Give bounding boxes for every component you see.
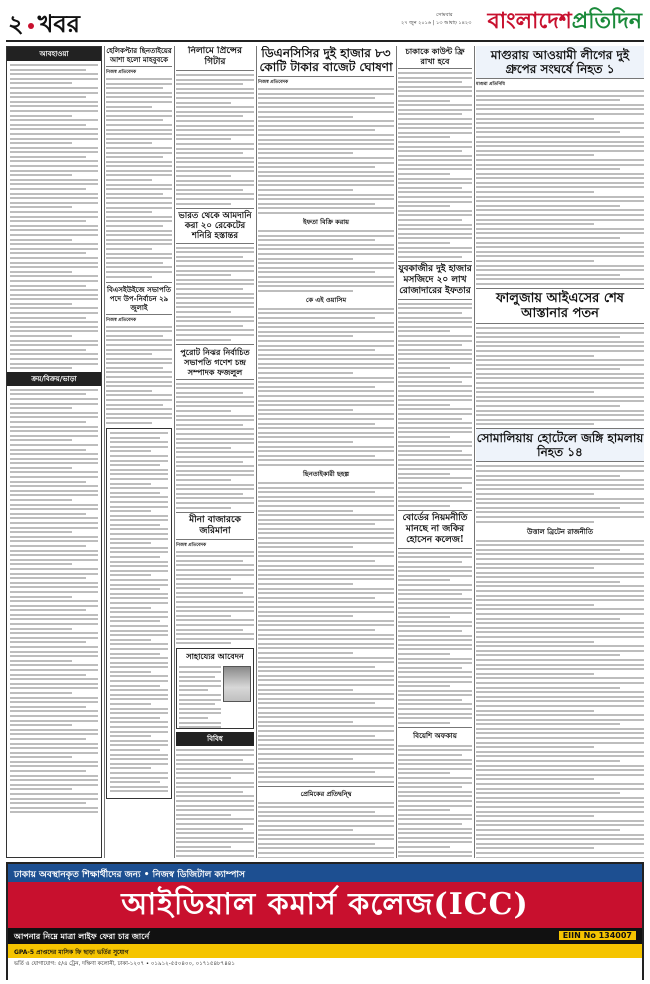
- column-divider: [396, 46, 397, 858]
- subsection-snatcher-body: [258, 482, 394, 783]
- article-meena-bazar-byline: নিজস্ব প্রতিবেদক: [176, 542, 207, 548]
- ad-tagline: ঢাকায় অবস্থানকৃত শিক্ষার্থীদের জন্য • নিজস্ব ডিজিটাল ক্যাম্পাস: [8, 864, 642, 882]
- article-mosque-title: যুবকাজীর দুই হাজার মসজিদে ২০ লাখ রোজাদারের ইফতার: [398, 261, 472, 300]
- article-election-body: [176, 383, 254, 509]
- classifieds-box-2: [106, 428, 172, 799]
- article-guitar-body: [176, 74, 254, 205]
- header-rule: [6, 40, 644, 42]
- classifieds-text: [7, 386, 101, 814]
- column-5: [398, 46, 472, 858]
- header-date: ২৭ জুন ২০১৬ | ১৩ আষাঢ় ১৪২৩: [401, 20, 472, 26]
- article-budget-title: ডিএনসিসির দুই হাজার ৮৩ কোটি টাকার বাজেট ঘোষণা: [258, 46, 394, 77]
- appeal-box: [176, 648, 254, 729]
- article-foreign-body: [398, 745, 472, 858]
- article-rocket-title: ভারত থেকে আমদানি করা ২০ রেকেটের শনিরি হস্তান্তর: [176, 208, 254, 244]
- bullet-icon: [28, 23, 34, 29]
- column-divider: [104, 46, 105, 858]
- subhead-wasim: কে এই ওয়াসিম: [305, 295, 347, 304]
- column-divider: [256, 46, 257, 858]
- column-3: [176, 46, 254, 858]
- article-magura-byline: মাগুরা প্রতিনিধি: [476, 82, 505, 87]
- ad-gpa-offer: GPA-5 প্রাপ্তদের মাসিক ফি ছাড়া ভর্তির সুযোগ: [8, 944, 642, 958]
- classifieds-column: [6, 46, 102, 858]
- article-meena-bazar-title: মীনা বাজারকে জরিমানা: [176, 512, 254, 540]
- article-britain-body: [476, 540, 644, 858]
- column-2: [106, 46, 172, 858]
- weather-heading: আবহাওয়া: [7, 47, 101, 61]
- article-dhaka-body: [398, 72, 472, 258]
- article-college-body: [398, 552, 472, 724]
- ad-phone-line: আপনার নিম্নে মাত্রা লাইফ ফেরা চার জার্নে EIIN No 134007: [8, 928, 642, 944]
- article-dhaka-title: চাকাকে কাউন্ট ফ্রি রাখা হবে: [398, 46, 472, 69]
- article-fallujah-title: ফালুজায় আইএসের শেষ আস্তানার পতন: [476, 288, 644, 324]
- column-center: [258, 46, 394, 858]
- newspaper-logo: বাংলাদেশপ্রতিদিন: [487, 8, 642, 34]
- page-header: [6, 4, 644, 38]
- section-label: খবর: [37, 9, 80, 38]
- subsection-lover-body: [258, 802, 394, 858]
- appeal-photo: [223, 666, 251, 702]
- article-britain-title: উত্তাল ব্রিটেন রাজনীতি: [527, 526, 593, 536]
- article-helicopter-byline: নিজস্ব প্রতিবেদক: [106, 70, 137, 75]
- subsection-iftar-body: [258, 230, 394, 292]
- article-budget-body: [258, 88, 394, 214]
- article-guitar-title: নিলামে প্রিন্সের গিটার: [176, 46, 254, 71]
- subhead-lover: প্রেমিকের প্রতিদ্বন্দ্বি: [258, 786, 394, 800]
- subhead-iftar: ইফতা বিক্রি করায়: [302, 218, 350, 227]
- column-divider: [474, 46, 475, 858]
- classifieds-heading: ক্রয়/বিক্রয়/ভাড়া: [7, 372, 101, 386]
- article-college-title: বোর্ডের নিয়মনীতি মানছে না জকির হোসেন কলেজ!: [398, 510, 472, 549]
- article-bsuj-body: [106, 326, 172, 424]
- ad-eiin: EIIN No 134007: [559, 931, 636, 940]
- subhead-snatcher: ছিনতাইকারী ছহল্প: [303, 469, 349, 478]
- appeal-text: [179, 666, 221, 730]
- article-foreign-title: বিয়েশি অফকায়: [398, 727, 472, 742]
- weather-text: [7, 61, 101, 369]
- appeal-title: সাহায্যের আবেদন: [186, 651, 244, 662]
- article-helicopter-title: হেলিকপ্টার ছিনতাইয়ের আশা হলো মাহবুবকে: [106, 46, 172, 67]
- page-number: ২ খবর: [8, 9, 80, 38]
- article-fallujah-body: [476, 327, 644, 425]
- article-bsuj-title: বিএসইউইজে সভাপতি পদে উপ-নির্বাচন ২৯ জুলাই: [106, 282, 172, 315]
- article-meena-bazar-body: [176, 551, 254, 645]
- column-right: [476, 46, 644, 858]
- ad-contact: ভর্তি ও যোগাযোগ: ৫/এ ট্রেন, দক্ষিণা কলোনী, ঢাকা-১২০৭ • ০১৯১২-৫৫০৪০০, ০১৭১৫৪৮৭৪৪১: [8, 958, 642, 980]
- article-somalia-body: [476, 465, 644, 522]
- article-bsuj-byline: নিজস্ব প্রতিবেদক: [106, 317, 137, 323]
- article-rocket-body: [176, 247, 254, 341]
- article-magura-body: [476, 90, 644, 285]
- article-budget-byline: নিজস্ব প্রতিবেদক: [258, 80, 289, 85]
- column-divider: [174, 46, 175, 858]
- article-magura-title: মাগুরায় আওয়ামী লীগের দুই গ্রুপের সংঘর্ষে নিহত ১: [476, 46, 644, 79]
- college-advertisement: [6, 862, 644, 980]
- article-helicopter-body: [106, 78, 172, 278]
- ad-college-name: আইডিয়াল কমার্স কলেজ(ICC): [8, 882, 642, 928]
- header-day: সোমবার: [436, 12, 453, 18]
- article-somalia-title: সোমালিয়ায় হোটেলে জঙ্গি হামলায় নিহত ১৪: [476, 428, 644, 462]
- misc-heading: বিবিধ: [176, 732, 254, 746]
- article-election-title: পুরোট নিঝর নির্বাচিত সভাপতি গণেশ চন্দ্র সম্পাদক ফজলুল: [176, 344, 254, 380]
- misc-body: [176, 749, 254, 858]
- subsection-wasim-body: [258, 308, 394, 466]
- article-mosque-body: [398, 303, 472, 507]
